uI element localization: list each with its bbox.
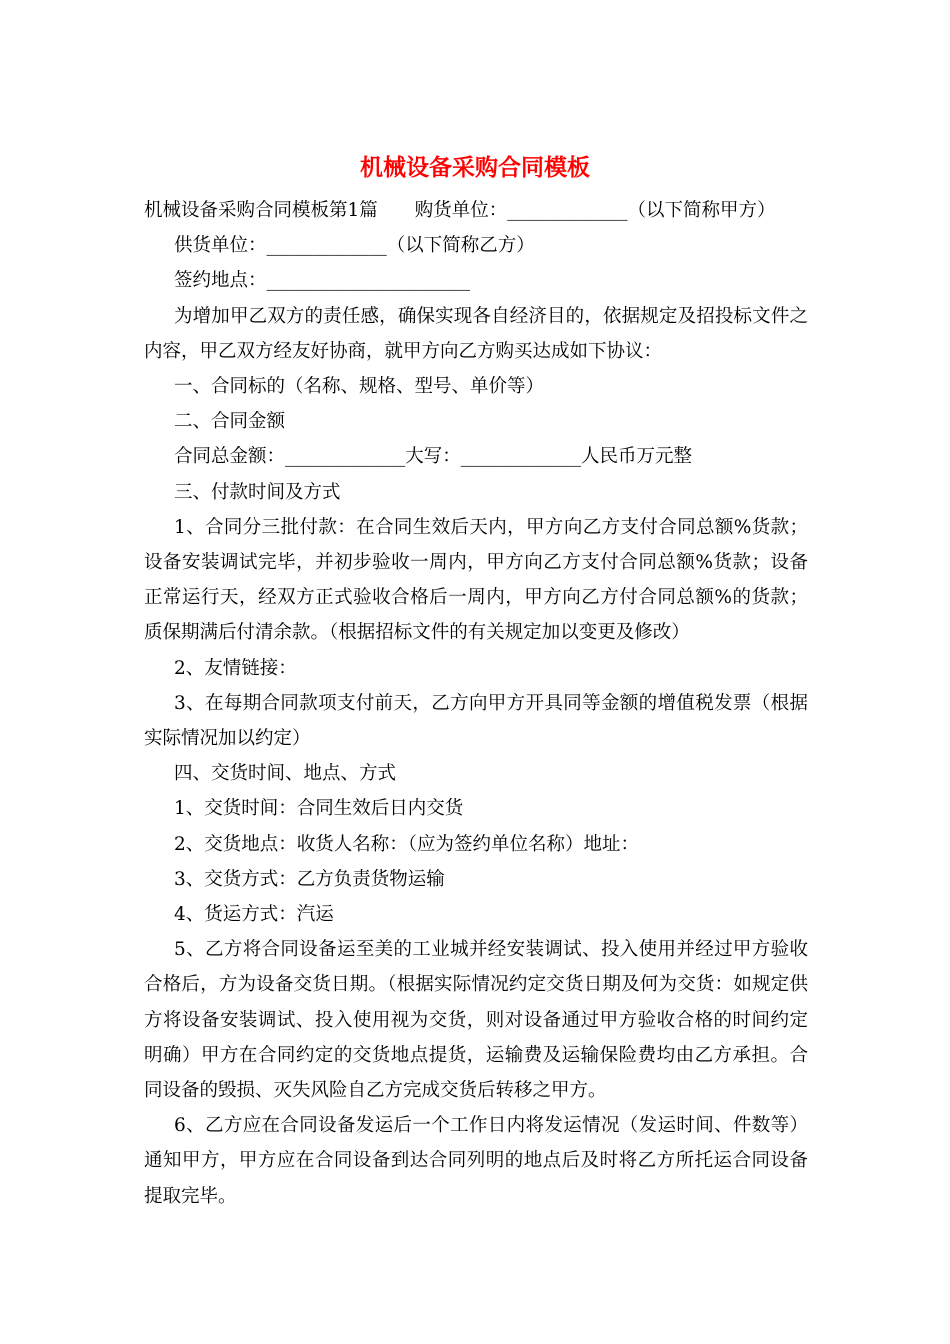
paragraph: 机械设备采购合同模板第1篇 购货单位：_____________（以下简称甲方） (144, 200, 776, 221)
paragraph: 3、交货方式：乙方负责货物运输 (174, 868, 445, 890)
paragraph: 2、友情链接： (174, 657, 297, 679)
paragraph: 四、交货时间、地点、方式 (174, 763, 397, 785)
paragraph: 供货单位：_____________（以下简称乙方） (174, 235, 535, 257)
paragraph: 2、交货地点：收货人名称：（应为签约单位名称）地址： (174, 833, 640, 855)
paragraph: 三、付款时间及方式 (174, 481, 341, 503)
document-title: 机械设备采购合同模板 (360, 154, 590, 181)
paragraph: 一、合同标的（名称、规格、型号、单价等） (174, 376, 545, 398)
paragraph: 5、乙方将合同设备运至美的工业城并经安装调试、投入使用并经过甲方验收合格后，方为设备交货日期。（根据实际情况约定交货日期及何为交货：如规定供方将设备安装调试、投入使用视为交货，则对设备通过甲方验收合格的时间约定明确）甲方在合同约定的交货地点提货，运输费及运输保险费均由乙方承担。合同设备的毁损、灭失风险自乙方完成交货后转移之甲方。 (144, 939, 808, 1102)
paragraph: 1、交货时间：合同生效后日内交货 (174, 798, 464, 820)
paragraph: 为增加甲乙双方的责任感，确保实现各自经济目的，依据规定及招投标文件之内容，甲乙双方经友好协商，就甲方向乙方购买达成如下协议： (144, 305, 808, 362)
document-body (144, 193, 808, 1214)
paragraph: 合同总金额：_____________大写：_____________人民币万元整 (174, 446, 693, 468)
paragraph: 二、合同金额 (174, 411, 286, 433)
paragraph: 6、乙方应在合同设备发运后一个工作日内将发运情况（发运时间、件数等）通知甲方，甲方应在合同设备到达合同列明的地点后及时将乙方所托运合同设备提取完毕。 (144, 1115, 808, 1207)
paragraph: 4、货运方式：汽运 (174, 904, 334, 926)
paragraph: 3、在每期合同款项支付前天，乙方向甲方开具同等金额的增值税发票（根据实际情况加以约定） (144, 692, 808, 750)
paragraph: 签约地点：______________________ (174, 270, 471, 292)
paragraph: 1、合同分三批付款：在合同生效后天内，甲方向乙方支付合同总额%货款；设备安装调试完毕，并初步验收一周内，甲方向乙方支付合同总额%货款；设备正常运行天，经双方正式验收合格后一周内，甲方向乙方付合同总额%的货款；质保期满后付清余款。（根据招标文件的有关规定加以变更及修改） (144, 516, 808, 644)
